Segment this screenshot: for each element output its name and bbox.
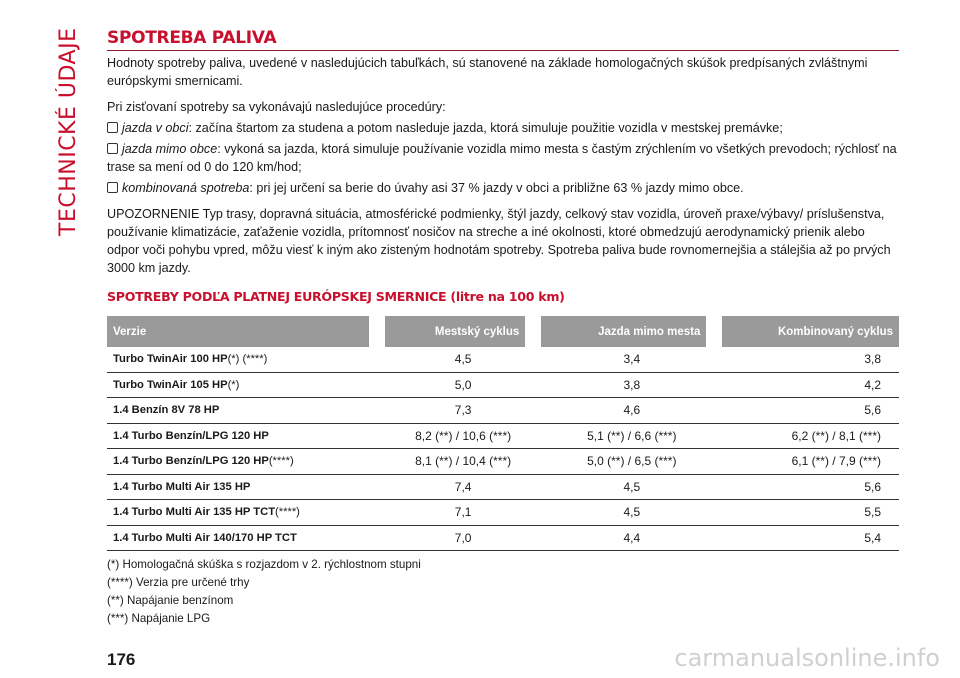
- footnote: (**) Napájanie benzínom: [107, 594, 234, 607]
- cell-version: Turbo TwinAir 105 HP(*): [107, 373, 385, 399]
- warning-paragraph: UPOZORNENIE Typ trasy, dopravná situácia, atmosférické podmienky, štýl jazdy, celkový stav vozidla, úroveň praxe/výbavy/ príslušenstva, používanie klimatizácie, zaťaženie vozidla, prítomnosť nosičov na streche a iné okolnosti, ktoré obmedzujú aerodynamický prienik alebo odpor voči pohybu vpred, môžu viesť k iným ako zisteným hodnotám spotreby. Spotreba paliva bude rovnomernejšia a stálejšia až po prvých 3000 km jazdy.: [107, 207, 891, 275]
- checkbox-bullet-icon: [107, 182, 118, 193]
- bullet-text: : začína štartom za studena a potom nasleduje jazda, ktorá simuluje použitie vozidla v mestskej premávke;: [188, 121, 783, 135]
- cell-city: 7,3: [385, 398, 541, 424]
- cell-extra-urban: 4,5: [541, 475, 722, 501]
- bullet-text: : vykoná sa jazda, ktorá simuluje používanie vozidla mimo mesta s častým zrýchlením vo všetkých prevodoch; rýchlosť na trase sa mení od 0 do 120 km/hod;: [107, 142, 897, 174]
- header-version: Verzie: [107, 316, 385, 347]
- bullet-term: jazda mimo obce: [122, 142, 218, 156]
- bullet-item-extra-urban: [107, 140, 899, 176]
- cell-extra-urban: 5,0 (**) / 6,5 (***): [541, 449, 722, 475]
- cell-extra-urban: 4,4: [541, 526, 722, 552]
- cell-extra-urban: 3,8: [541, 373, 722, 399]
- bullet-term: jazda v obci: [122, 121, 189, 135]
- bullet-term: kombinovaná spotreba: [122, 181, 250, 195]
- table-header-row: [107, 316, 899, 347]
- table-row: [107, 398, 899, 424]
- footnote: (****) Verzia pre určené trhy: [107, 576, 250, 589]
- main-content: [107, 28, 899, 304]
- cell-version: 1.4 Turbo Multi Air 140/170 HP TCT: [107, 526, 385, 552]
- table-title: SPOTREBY PODĽA PLATNEJ EURÓPSKEJ SMERNICE (litre na 100 km): [107, 289, 565, 304]
- cell-version: 1.4 Turbo Benzín/LPG 120 HP: [107, 424, 385, 450]
- cell-city: 7,1: [385, 500, 541, 526]
- table-row: [107, 500, 899, 526]
- table-row: [107, 526, 899, 552]
- cell-version: 1.4 Turbo Multi Air 135 HP: [107, 475, 385, 501]
- cell-city: 7,0: [385, 526, 541, 552]
- header-combined: Kombinovaný cyklus: [722, 316, 899, 347]
- checkbox-bullet-icon: [107, 143, 118, 154]
- cell-city: 8,2 (**) / 10,6 (***): [385, 424, 541, 450]
- cell-extra-urban: 4,5: [541, 500, 722, 526]
- header-extra-urban: Jazda mimo mesta: [541, 316, 722, 347]
- header-city: Mestský cyklus: [385, 316, 541, 347]
- cell-city: 5,0: [385, 373, 541, 399]
- bullet-text: : pri jej určení sa berie do úvahy asi 37 % jazdy v obci a približne 63 % jazdy mimo obce.: [249, 181, 744, 195]
- footnote: (***) Napájanie LPG: [107, 612, 211, 625]
- bullet-item-city: [107, 119, 899, 137]
- cell-combined: 3,8: [722, 347, 899, 373]
- cell-combined: 5,6: [722, 398, 899, 424]
- cell-extra-urban: 4,6: [541, 398, 722, 424]
- table-row: [107, 373, 899, 399]
- cell-city: 7,4: [385, 475, 541, 501]
- table-row: [107, 475, 899, 501]
- cell-extra-urban: 5,1 (**) / 6,6 (***): [541, 424, 722, 450]
- cell-combined: 5,4: [722, 526, 899, 552]
- intro-paragraph: Hodnoty spotreby paliva, uvedené v nasledujúcich tabuľkách, sú stanovené na základe homologačných skúšok predpísaných zvláštnymi európskymi smernicami.: [107, 56, 868, 88]
- cell-version: 1.4 Turbo Benzín/LPG 120 HP(****): [107, 449, 385, 475]
- cell-combined: 6,1 (**) / 7,9 (***): [722, 449, 899, 475]
- table-row: [107, 424, 899, 450]
- cell-version: Turbo TwinAir 100 HP(*) (****): [107, 347, 385, 373]
- cell-combined: 5,5: [722, 500, 899, 526]
- page-number: 176: [107, 650, 136, 669]
- table-row: [107, 347, 899, 373]
- section-title: SPOTREBA PALIVA: [107, 28, 899, 51]
- cell-combined: 5,6: [722, 475, 899, 501]
- consumption-table: [107, 316, 899, 551]
- cell-city: 4,5: [385, 347, 541, 373]
- bullet-item-combined: [107, 179, 899, 197]
- cell-combined: 6,2 (**) / 8,1 (***): [722, 424, 899, 450]
- checkbox-bullet-icon: [107, 122, 118, 133]
- chapter-side-title: TECHNICKÉ ÚDAJE: [56, 28, 81, 237]
- cell-version: 1.4 Benzín 8V 78 HP: [107, 398, 385, 424]
- footnote: (*) Homologačná skúška s rozjazdom v 2. rýchlostnom stupni: [107, 558, 421, 571]
- cell-combined: 4,2: [722, 373, 899, 399]
- cell-extra-urban: 3,4: [541, 347, 722, 373]
- watermark: carmanualsonline.info: [674, 644, 940, 672]
- table-row: [107, 449, 899, 475]
- cell-version: 1.4 Turbo Multi Air 135 HP TCT(****): [107, 500, 385, 526]
- cell-city: 8,1 (**) / 10,4 (***): [385, 449, 541, 475]
- footnotes: [107, 556, 421, 628]
- procedures-intro: Pri zisťovaní spotreby sa vykonávajú nasledujúce procedúry:: [107, 100, 446, 114]
